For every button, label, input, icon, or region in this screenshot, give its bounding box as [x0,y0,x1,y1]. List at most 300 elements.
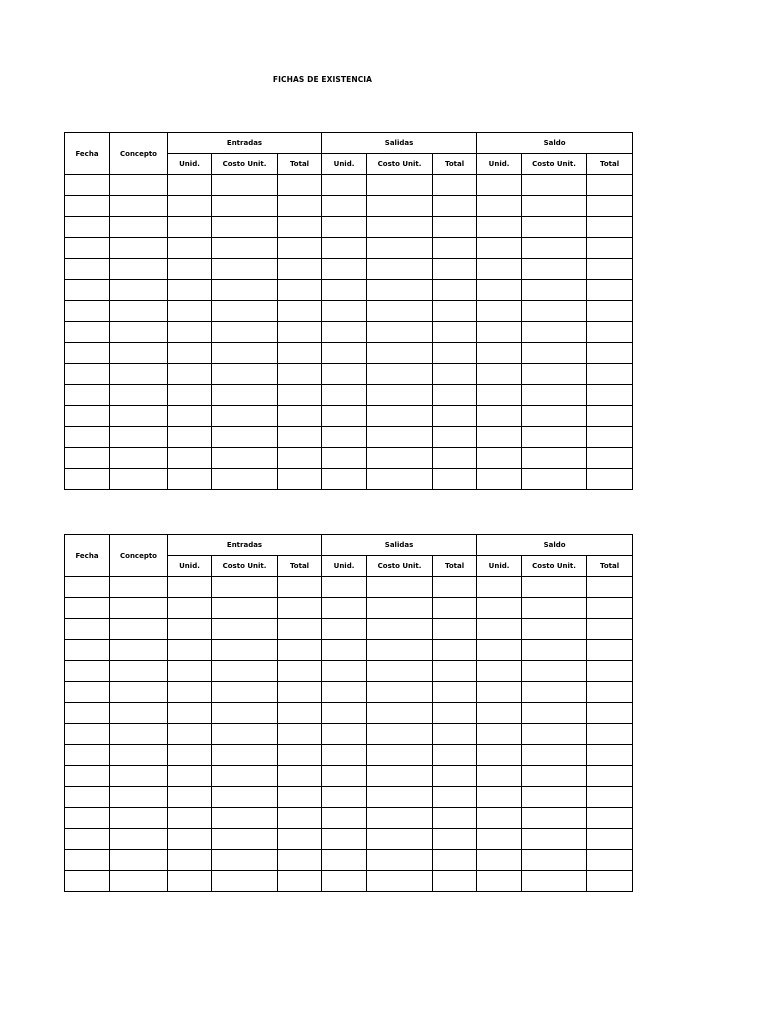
table-cell [168,808,212,829]
table-cell [278,364,322,385]
table-cell [278,322,322,343]
table-cell [322,745,367,766]
table-cell [433,259,477,280]
table-cell [477,469,522,490]
table-cell [110,808,168,829]
table-cell [367,196,433,217]
table-row [65,217,633,238]
table-cell [168,175,212,196]
table-cell [110,682,168,703]
table-cell [110,829,168,850]
table-cell [367,598,433,619]
column-header-salidas-costo-unit: Costo Unit. [367,556,433,577]
table-cell [522,364,587,385]
table-row [65,238,633,259]
table-cell [65,196,110,217]
table-cell [65,850,110,871]
table-cell [477,217,522,238]
table-cell [433,385,477,406]
table-cell [522,238,587,259]
table-cell [65,406,110,427]
table-cell [433,745,477,766]
column-header-fecha: Fecha [65,133,110,175]
table-cell [322,385,367,406]
table-row [65,661,633,682]
column-header-salidas-unid: Unid. [322,556,367,577]
table-cell [212,745,278,766]
column-header-entradas-costo-unit: Costo Unit. [212,154,278,175]
table-row [65,259,633,280]
table-cell [367,280,433,301]
table-cell [168,427,212,448]
table-cell [110,577,168,598]
table-cell [587,871,633,892]
table-cell [477,745,522,766]
table-cell [278,598,322,619]
table-cell [322,577,367,598]
table-cell [522,871,587,892]
table-cell [322,787,367,808]
table-cell [65,469,110,490]
table-cell [110,640,168,661]
table-cell [212,469,278,490]
table-cell [322,640,367,661]
stock-card-table [64,534,633,892]
table-cell [322,766,367,787]
table-cell [587,406,633,427]
table-cell [212,196,278,217]
table-cell [212,703,278,724]
table-cell [212,787,278,808]
table-cell [522,808,587,829]
table-row [65,301,633,322]
table-cell [278,469,322,490]
table-row [65,703,633,724]
table-cell [322,829,367,850]
table-cell [322,217,367,238]
table-row [65,808,633,829]
table-cell [110,427,168,448]
table-cell [322,703,367,724]
table-cell [433,850,477,871]
table-cell [367,175,433,196]
table-cell [65,280,110,301]
table-cell [110,787,168,808]
table-cell [477,766,522,787]
document-title: FICHAS DE EXISTENCIA [272,75,373,84]
column-header-saldo-unid: Unid. [477,556,522,577]
table-cell [433,787,477,808]
table-cell [110,343,168,364]
table-cell [322,259,367,280]
table-cell [278,745,322,766]
table-cell [168,619,212,640]
table-cell [433,703,477,724]
table-cell [322,364,367,385]
column-header-salidas-total: Total [433,154,477,175]
table-cell [587,196,633,217]
table-cell [65,598,110,619]
table-cell [278,871,322,892]
table-cell [587,850,633,871]
table-cell [168,280,212,301]
table-cell [522,322,587,343]
table-cell [322,850,367,871]
table-cell [278,406,322,427]
table-cell [522,682,587,703]
table-cell [477,829,522,850]
table-cell [212,238,278,259]
table-cell [522,619,587,640]
table-row [65,850,633,871]
table-cell [433,598,477,619]
table-cell [278,259,322,280]
table-cell [322,343,367,364]
column-header-saldo-total: Total [587,154,633,175]
table-cell [65,322,110,343]
table-row [65,640,633,661]
table-cell [278,238,322,259]
table-cell [65,745,110,766]
table-cell [522,787,587,808]
table-cell [110,301,168,322]
column-header-saldo-unid: Unid. [477,154,522,175]
table-row [65,175,633,196]
table-row [65,829,633,850]
table-cell [322,238,367,259]
table-cell [65,175,110,196]
table-row [65,787,633,808]
table-cell [367,640,433,661]
table-cell [522,448,587,469]
table-cell [278,385,322,406]
table-cell [587,703,633,724]
table-cell [168,364,212,385]
table-cell [110,322,168,343]
table-cell [278,787,322,808]
table-cell [110,724,168,745]
table-cell [367,703,433,724]
column-header-entradas-costo-unit: Costo Unit. [212,556,278,577]
table-cell [168,724,212,745]
group-header-saldo: Saldo [477,133,633,154]
table-cell [433,301,477,322]
table-cell [322,469,367,490]
table-cell [433,469,477,490]
table-cell [110,766,168,787]
table-cell [477,598,522,619]
table-cell [168,385,212,406]
table-cell [433,682,477,703]
table-cell [433,196,477,217]
table-cell [522,343,587,364]
table-cell [322,280,367,301]
table-cell [477,703,522,724]
table-cell [433,175,477,196]
table-cell [587,238,633,259]
table-cell [212,217,278,238]
table-cell [522,766,587,787]
table-cell [367,787,433,808]
table-cell [477,385,522,406]
table-cell [65,301,110,322]
table-cell [278,850,322,871]
table-cell [367,829,433,850]
table-cell [212,871,278,892]
table-cell [65,343,110,364]
table-cell [168,343,212,364]
table-cell [110,703,168,724]
table-cell [367,343,433,364]
table-cell [522,175,587,196]
column-header-entradas-unid: Unid. [168,556,212,577]
table-cell [65,238,110,259]
table-cell [322,682,367,703]
group-header-salidas: Salidas [322,535,477,556]
table-cell [367,217,433,238]
table-cell [367,448,433,469]
column-header-fecha: Fecha [65,535,110,577]
table-cell [65,871,110,892]
table-cell [212,619,278,640]
table-cell [587,766,633,787]
table-cell [110,469,168,490]
table-cell [278,175,322,196]
table-cell [587,469,633,490]
table-cell [65,259,110,280]
table-cell [367,238,433,259]
table-cell [110,406,168,427]
table-cell [212,850,278,871]
table-cell [278,280,322,301]
table-cell [278,301,322,322]
table-cell [433,661,477,682]
table-cell [212,343,278,364]
table-cell [367,322,433,343]
table-cell [278,808,322,829]
table-cell [278,427,322,448]
table-cell [477,238,522,259]
table-cell [110,598,168,619]
table-cell [522,217,587,238]
column-header-concepto: Concepto [110,535,168,577]
table-cell [65,787,110,808]
table-cell [212,598,278,619]
table-cell [477,661,522,682]
table-cell [168,238,212,259]
table-cell [522,196,587,217]
table-row [65,766,633,787]
table-cell [168,577,212,598]
table-cell [110,217,168,238]
table-cell [278,829,322,850]
column-header-entradas-total: Total [278,556,322,577]
table-cell [522,406,587,427]
table-cell [522,661,587,682]
table-cell [110,175,168,196]
table-row [65,598,633,619]
table-cell [477,196,522,217]
table-cell [522,724,587,745]
table-cell [168,745,212,766]
table-row [65,364,633,385]
table-cell [433,406,477,427]
table-cell [110,385,168,406]
table-cell [477,280,522,301]
table-cell [587,385,633,406]
table-cell [477,787,522,808]
table-cell [587,577,633,598]
table-cell [367,406,433,427]
table-cell [367,427,433,448]
table-cell [168,598,212,619]
table-cell [322,406,367,427]
column-header-saldo-costo-unit: Costo Unit. [522,556,587,577]
table-cell [212,577,278,598]
table-cell [65,577,110,598]
table-cell [367,682,433,703]
table-cell [212,175,278,196]
table-cell [587,322,633,343]
group-header-salidas: Salidas [322,133,477,154]
table-cell [522,427,587,448]
table-cell [110,871,168,892]
table-row [65,871,633,892]
table-cell [168,703,212,724]
column-header-saldo-total: Total [587,556,633,577]
table-row [65,343,633,364]
table-cell [322,196,367,217]
table-cell [367,619,433,640]
table-cell [477,871,522,892]
table-cell [367,745,433,766]
table-cell [433,427,477,448]
group-header-entradas: Entradas [168,535,322,556]
table-row [65,385,633,406]
table-cell [477,619,522,640]
table-cell [433,871,477,892]
table-cell [477,427,522,448]
table-body [65,577,633,892]
table-cell [477,322,522,343]
table-cell [433,724,477,745]
table-cell [168,448,212,469]
table-cell [322,427,367,448]
table-row [65,577,633,598]
column-header-salidas-costo-unit: Costo Unit. [367,154,433,175]
table-cell [477,301,522,322]
table-cell [168,217,212,238]
table-body [65,175,633,490]
column-header-entradas-unid: Unid. [168,154,212,175]
table-cell [587,598,633,619]
table-cell [433,640,477,661]
table-cell [587,745,633,766]
table-cell [168,259,212,280]
table-cell [65,808,110,829]
table-cell [212,448,278,469]
table-cell [477,640,522,661]
table-cell [110,745,168,766]
table-cell [278,577,322,598]
table-cell [367,577,433,598]
table-cell [477,364,522,385]
table-cell [65,661,110,682]
table-cell [65,448,110,469]
table-cell [522,745,587,766]
table-cell [278,343,322,364]
table-cell [212,301,278,322]
table-cell [522,280,587,301]
table-cell [367,469,433,490]
table-cell [278,661,322,682]
table-row [65,745,633,766]
table-cell [168,469,212,490]
table-cell [322,661,367,682]
table-cell [110,238,168,259]
table-cell [212,385,278,406]
table-cell [587,808,633,829]
table-cell [212,640,278,661]
table-cell [322,598,367,619]
table-cell [367,301,433,322]
table-cell [278,217,322,238]
table-cell [212,661,278,682]
table-cell [110,619,168,640]
table-cell [367,871,433,892]
table-cell [367,364,433,385]
table-cell [367,661,433,682]
table-cell [65,217,110,238]
table-cell [322,871,367,892]
group-header-entradas: Entradas [168,133,322,154]
table-cell [110,280,168,301]
table-cell [587,175,633,196]
table-cell [587,427,633,448]
table-cell [322,448,367,469]
table-cell [168,322,212,343]
table-cell [522,259,587,280]
table-cell [477,850,522,871]
table-cell [212,724,278,745]
table-cell [168,829,212,850]
table-cell [278,703,322,724]
table-cell [278,619,322,640]
table-cell [212,808,278,829]
table-cell [433,766,477,787]
table-cell [168,196,212,217]
table-cell [278,724,322,745]
table-cell [65,640,110,661]
table-row [65,322,633,343]
table-cell [477,259,522,280]
table-cell [587,364,633,385]
table-cell [168,850,212,871]
table-cell [522,385,587,406]
table-cell [522,703,587,724]
table-cell [433,322,477,343]
table-row [65,469,633,490]
table-cell [477,682,522,703]
table-cell [587,829,633,850]
table-row [65,724,633,745]
table-cell [367,766,433,787]
table-cell [168,787,212,808]
table-cell [477,577,522,598]
table-cell [168,661,212,682]
stock-card-table [64,132,633,490]
column-header-concepto: Concepto [110,133,168,175]
